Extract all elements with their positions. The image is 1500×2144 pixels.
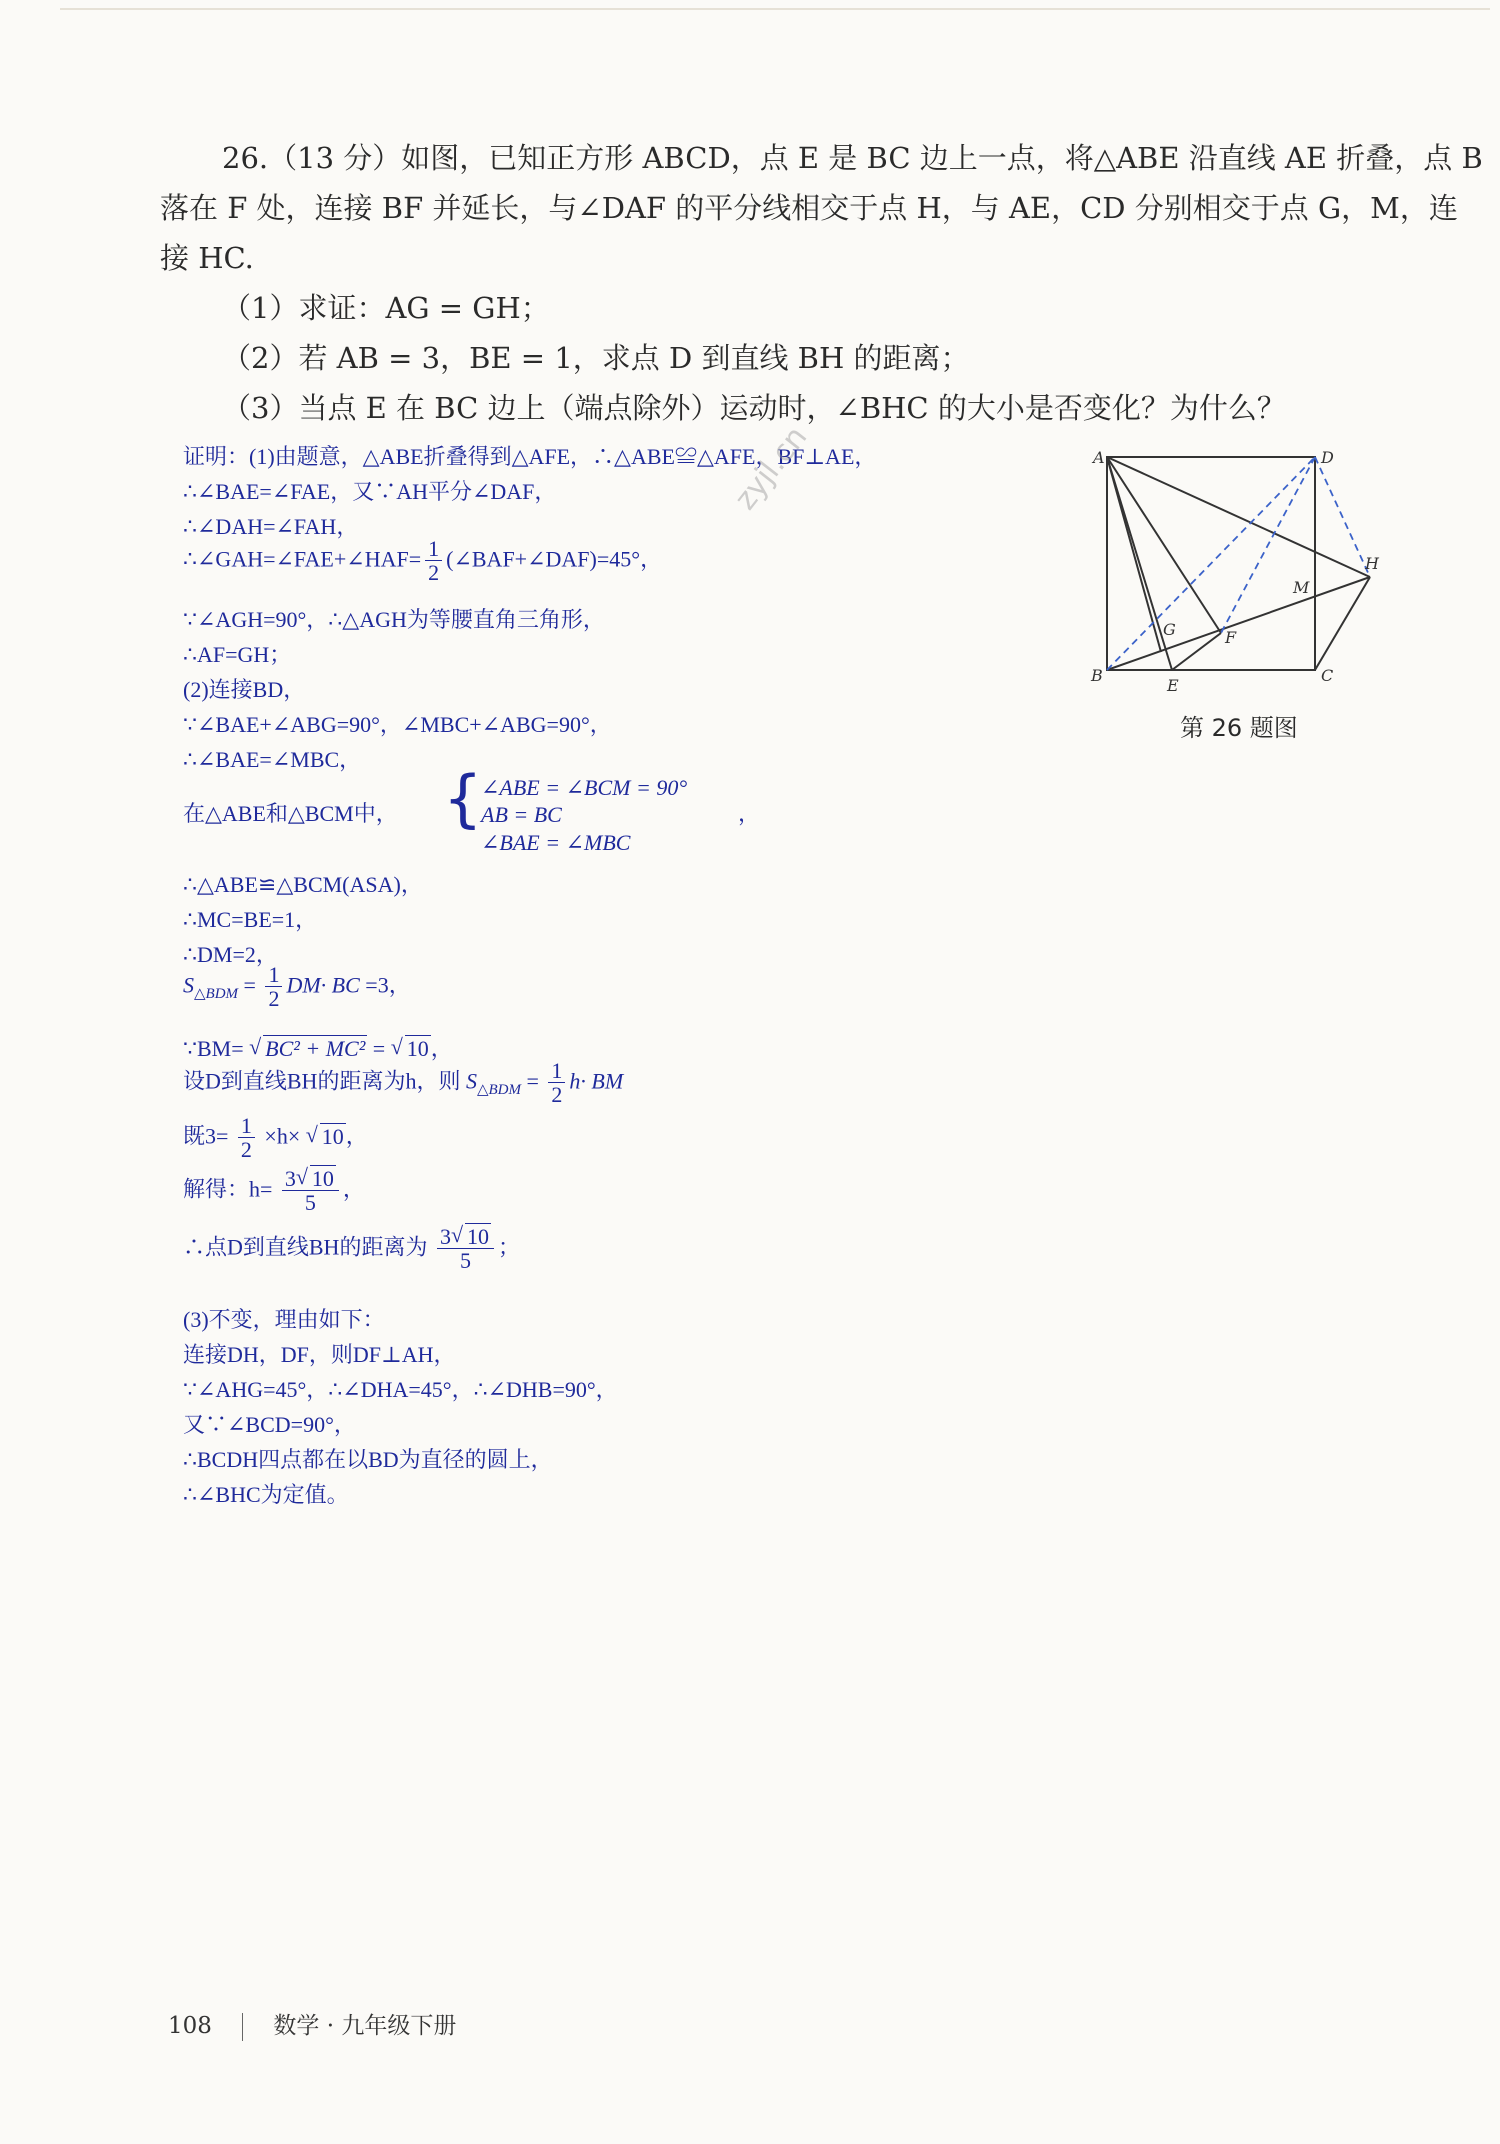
solution-text: S: [465, 1068, 477, 1094]
question-part-1: （1）求证：AG = GH；: [222, 291, 550, 325]
label-b: B: [1091, 666, 1103, 685]
system-eq-2: AB = BC: [481, 802, 562, 827]
fraction: [238, 1115, 255, 1162]
solution-line: 连接DH，DF，则DF⊥AH，: [183, 1342, 456, 1367]
question-line-1: 26.（13 分）如图，已知正方形 ABCD，点 E 是 BC 边上一点，将△ABE 沿直线 AE 折叠，点 B: [222, 141, 1483, 175]
geometry-figure: [1085, 447, 1385, 702]
sqrt: [296, 1168, 336, 1190]
solution-text: S: [183, 972, 194, 998]
question-block-2: [160, 183, 1458, 433]
solution-text: 设D到直线BH的距离为h，则: [183, 1068, 466, 1094]
question-part-2: （2）若 AB = 3，BE = 1，求点 D 到直线 BH 的距离；: [222, 341, 970, 375]
segment-hc: [1315, 577, 1370, 670]
radicand: 10: [321, 1123, 344, 1149]
page-number: 108: [168, 2013, 212, 2039]
solution-line: (3)不变，理由如下：: [183, 1307, 385, 1332]
sqrt: [391, 1036, 431, 1062]
label-m: M: [1293, 578, 1310, 597]
solution-line: 在△ABE和△BCM中，: [183, 801, 398, 826]
label-f: F: [1225, 628, 1237, 647]
solution-line: ∵∠AGH=90°，∴△AGH为等腰直角三角形，: [183, 607, 605, 632]
denominator: 5: [304, 1190, 316, 1215]
label-c: C: [1321, 666, 1334, 685]
coefficient: 3: [284, 1166, 296, 1191]
system-eq-1: ∠ABE = ∠BCM = 90°: [481, 775, 688, 800]
solution-line: 又∵∠BCD=90°，: [183, 1412, 356, 1437]
question-line-3: 接 HC.: [160, 241, 254, 275]
numerator: 1: [238, 1115, 255, 1138]
radicand: 10: [466, 1224, 489, 1249]
denominator: 2: [268, 986, 280, 1011]
label-g: G: [1163, 620, 1176, 639]
subscript: △BDM: [476, 1081, 521, 1098]
solution-line: ∴MC=BE=1，: [183, 907, 318, 932]
label-e: E: [1167, 676, 1179, 695]
dashed-bd: [1107, 457, 1315, 670]
sqrt: [451, 1226, 491, 1248]
fraction: [282, 1168, 339, 1215]
solution-line: ∴DM=2，: [183, 942, 278, 967]
subscript: △BDM: [194, 985, 239, 1002]
solution-text: ；: [497, 1234, 520, 1260]
numerator: 1: [548, 1060, 565, 1083]
solution-line: [183, 1226, 520, 1273]
system-end: ，: [738, 801, 761, 826]
numerator: 1: [425, 538, 442, 561]
solution-line: ∴AF=GH；: [183, 642, 292, 667]
solution-line: [183, 1060, 623, 1107]
denominator: 2: [551, 1082, 563, 1107]
solution-text: ，: [430, 1036, 453, 1061]
question-part-3: （3）当点 E 在 BC 边上（端点除外）运动时，∠BHC 的大小是否变化？为什么？: [222, 391, 1286, 425]
question-line-2: 落在 F 处，连接 BF 并延长，与∠DAF 的平分线相交于点 H，与 AE，CD 分别相交于点 G，M，连: [160, 191, 1458, 225]
solution-text: 既3=: [183, 1123, 234, 1149]
page-footer: [168, 2007, 456, 2041]
fraction: [425, 538, 442, 585]
solution-text: 解得：h=: [183, 1176, 278, 1202]
solution-text: ∵BM=: [183, 1036, 250, 1061]
solution-text: (∠BAF+∠DAF)=45°，: [446, 546, 663, 572]
coefficient: 3: [439, 1224, 451, 1249]
radicand: 10: [406, 1036, 429, 1061]
solution-line: ∴∠BAE=∠MBC，: [183, 747, 362, 772]
solution-text: =: [520, 1068, 545, 1094]
solution-line: [183, 538, 662, 585]
solution-line: [183, 1168, 365, 1215]
denominator: 2: [428, 560, 440, 585]
solution-line: ∵∠BAE+∠ABG=90°，∠MBC+∠ABG=90°，: [183, 712, 612, 737]
solution-text: ，: [342, 1176, 365, 1202]
label-a: A: [1093, 448, 1105, 467]
solution-text: =: [367, 1036, 391, 1061]
label-d: D: [1321, 448, 1334, 467]
solution-text: h· BM: [569, 1068, 624, 1094]
numerator: [282, 1168, 339, 1191]
solution-line: ∵∠AHG=45°，∴∠DHA=45°，∴∠DHB=90°，: [183, 1377, 618, 1402]
solution-line: ∴BCDH四点都在以BD为直径的圆上，: [183, 1447, 553, 1472]
solution-line: ∴∠DAH=∠FAH，: [183, 514, 359, 539]
figure-caption: 第 26 题图: [1180, 714, 1298, 742]
solution-text: ，: [345, 1123, 368, 1149]
numerator: [437, 1226, 494, 1249]
footer-separator: [242, 2013, 244, 2041]
solution-line: ∴∠BAE=∠FAE，又∵AH平分∠DAF，: [183, 479, 557, 504]
solution-text: =: [238, 972, 262, 998]
solution-line: ∴△ABE≌△BCM(ASA)，: [183, 872, 423, 897]
solution-line: (2)连接BD，: [183, 677, 306, 702]
system-eq-3: ∠BAE = ∠MBC: [481, 830, 631, 855]
book-title: 数学 · 九年级下册: [273, 2013, 457, 2039]
brace-symbol: {: [443, 762, 483, 835]
watermark: zyjl.cn: [728, 419, 815, 517]
dashed-dh: [1315, 457, 1370, 577]
solution-line: [183, 964, 411, 1011]
solution-line: [183, 1115, 368, 1162]
solution-text: =3，: [359, 972, 411, 998]
sqrt: [306, 1124, 346, 1150]
radicand: BC² + MC²: [265, 1036, 366, 1061]
solution-line: 证明：(1)由题意，△ABE折叠得到△AFE，∴△ABE≌△AFE，BF⊥AE，: [183, 444, 877, 469]
denominator: 2: [240, 1137, 252, 1162]
solution-line: ∴∠BHC为定值。: [183, 1482, 349, 1507]
question-block: [160, 133, 1483, 183]
fraction: [265, 964, 282, 1011]
label-h: H: [1365, 554, 1379, 573]
fraction: [437, 1226, 494, 1273]
solution-text: ×h×: [258, 1123, 306, 1149]
sqrt: [249, 1036, 367, 1062]
numerator: 1: [265, 964, 282, 987]
figure-svg: [1085, 447, 1385, 702]
segment-bh: [1107, 577, 1370, 670]
solution-text: ∴点D到直线BH的距离为: [183, 1234, 433, 1260]
radicand: 10: [311, 1166, 334, 1191]
solution-line: [183, 1032, 453, 1063]
solution-text: ∴∠GAH=∠FAE+∠HAF=: [183, 546, 422, 572]
fraction: [548, 1060, 565, 1107]
top-edge: [60, 8, 1490, 10]
solution-text: DM· BC: [286, 972, 360, 998]
denominator: 5: [459, 1248, 471, 1273]
